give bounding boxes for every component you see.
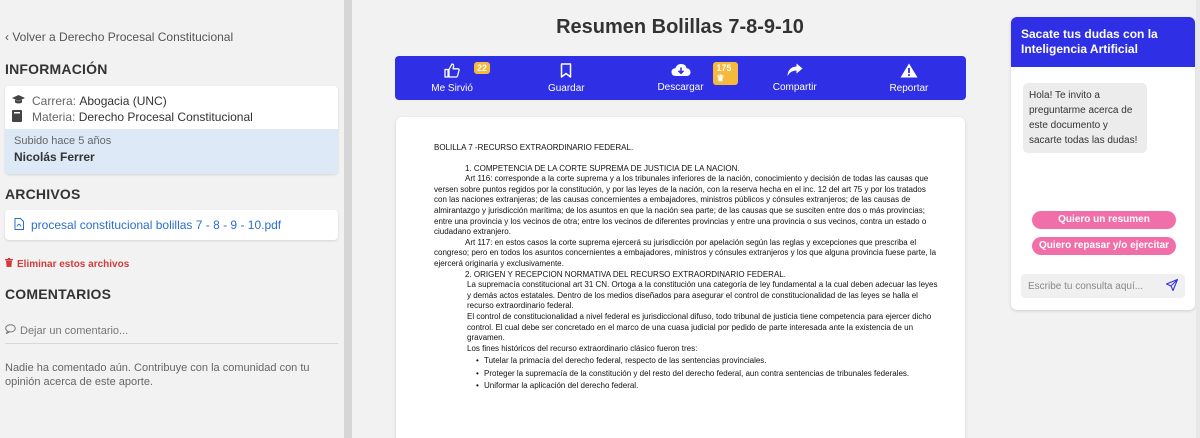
files-title: ARCHIVOS xyxy=(5,186,81,202)
report-label: Reportar xyxy=(889,82,929,94)
practice-button[interactable]: Quiero repasar y/o ejercitar xyxy=(1032,237,1176,255)
graduation-cap-icon xyxy=(12,94,26,108)
ai-panel-title: Sacate tus dudas con la Inteligencia Artificial xyxy=(1011,17,1195,67)
delete-files-button[interactable] xyxy=(5,258,129,270)
subject-value: Derecho Procesal Constitucional xyxy=(78,110,253,124)
leave-comment-label: Dejar un comentario... xyxy=(20,324,129,337)
sidebar xyxy=(0,0,344,438)
leave-comment-link[interactable] xyxy=(5,324,128,337)
no-comments-text: Nadie ha comentado aún. Contribuye con la comunidad con tu opinión acerca de este aporte. xyxy=(5,362,310,388)
share-label: Compartir xyxy=(772,82,817,93)
doc-paragraph-art117: Art 117: en estos casos la corte suprema ejercerá su jurisdicción por apelación según las reglas y excepciones que prescriba el congreso; pero en todos los asuntos concernientes a embajadores, ministros y cónsules extranjeros y los que alguna provincia fuese parte, la ejercerá originaria y exclusivamente. xyxy=(434,237,937,268)
summary-button[interactable]: Quiero un resumen xyxy=(1032,211,1176,229)
comments-title: COMENTARIOS xyxy=(5,286,112,302)
download-count: 175 xyxy=(716,63,732,73)
report-button[interactable] xyxy=(852,56,966,100)
back-link[interactable] xyxy=(5,30,233,44)
info-title: INFORMACIÓN xyxy=(5,61,108,77)
subject-row xyxy=(5,109,338,125)
comment-icon xyxy=(5,324,16,337)
crown-icon: ♛ xyxy=(716,73,725,83)
bookmark-icon xyxy=(560,63,572,81)
subject-label: Materia: xyxy=(32,110,76,124)
save-button[interactable] xyxy=(509,56,623,100)
warning-icon xyxy=(900,63,918,81)
send-icon[interactable] xyxy=(1166,279,1178,294)
page-title: Resumen Bolillas 7-8-9-10 xyxy=(556,16,804,38)
doc-bullet-1: • Tutelar la primacía del derecho federal, respecto de las sentencias provinciales. xyxy=(434,356,939,367)
delete-files-label: Eliminar estos archivos xyxy=(17,258,130,270)
share-arrow-icon xyxy=(787,63,803,80)
upload-time: Subido hace 5 años xyxy=(14,135,112,147)
ai-greeting-bubble: Hola! Te invito a preguntarme acerca de este documento y sacarte todas las dudas! xyxy=(1023,83,1147,153)
doc-heading: BOLILLA 7 -RECURSO EXTRAORDINARIO FEDERAL. xyxy=(434,143,634,152)
cloud-download-icon xyxy=(671,63,691,80)
career-row xyxy=(5,93,338,109)
download-count-badge xyxy=(713,62,737,85)
trash-icon xyxy=(5,258,13,270)
book-icon xyxy=(12,110,26,125)
like-label: Me Sirvió xyxy=(431,82,473,94)
pdf-file-icon xyxy=(14,218,24,233)
ai-chat-panel xyxy=(1011,17,1195,310)
sidebar-scrollbar[interactable] xyxy=(344,0,352,438)
ai-query-input[interactable] xyxy=(1021,274,1185,298)
doc-bullet-2: • Proteger la supremacía de la constitución y del resto del derecho federal, aun contra sentencias de tribunales federales. xyxy=(434,369,939,380)
author-name[interactable]: Nicolás Ferrer xyxy=(14,150,95,164)
divider xyxy=(5,343,338,344)
info-card xyxy=(5,86,338,174)
doc-section-1: 1. COMPETENCIA DE LA CORTE SUPREMA DE JUSTICIA DE LA NACION. xyxy=(465,163,740,173)
doc-paragraph-supremacy: La supremacía constitucional art 31 CN. Ortoga a la constitución una categoría de ley fundamental a la cual deben adecuar las leyes y demás actos estatales. Dentro de los medios diseñados para asegurar el control de constitucionalidad de las leyes se halla el recurso extraordinario federal. xyxy=(467,280,938,311)
file-name: procesal constitucional bolillas 7 - 8 - 9 - 10.pdf xyxy=(31,218,282,232)
download-label: Descargar xyxy=(657,82,704,93)
document-toolbar xyxy=(395,56,966,100)
doc-paragraph-art116: Art 116: corresponde a la corte suprema y a los tribunales inferiores de la nación, conocimiento y decisión de todas las causas que versen sobre puntos regidos por la constitución, y por las leyes de la nación, con la reserva hecha en el inc. 12 del art 75 y por los tratados con las naciones extranjeras; de las causas concernientes a embajadores, ministros públicos y cónsules extranjeros; de las causas de almirantazgo y jurisdicción marítima; de los asuntos en que la nación sea parte; de las causas que se susciten entre dos o más provincias; entre una provincia y los vecinos de otra; entre los vecinos de diferentes provincias y entre una provincia o sus vecinos, contra un estado o ciudadano extranjero. xyxy=(434,174,929,237)
thumbs-up-icon xyxy=(444,63,460,81)
page-scrollbar[interactable] xyxy=(1196,0,1200,438)
like-count-badge: 22 xyxy=(474,62,490,74)
document-viewer[interactable] xyxy=(396,117,965,438)
like-button[interactable] xyxy=(395,56,509,100)
doc-paragraph-control: El control de constitucionalidad a nivel federal es jurisdiccional difuso, todo tribunal de justicia tiene competencia para ejercer dicho control. El cual debe ser concretado en el marco de una cuasa judicial por pedido de parte interesada ante la existencia de un gravamen. xyxy=(467,311,932,343)
uploader-box xyxy=(5,129,338,174)
back-link-label: Volver a Derecho Procesal Constitucional xyxy=(12,30,234,44)
career-value: Abogacia (UNC) xyxy=(79,94,167,108)
share-button[interactable] xyxy=(738,56,852,100)
doc-paragraph-fines: Los fines históricos del recurso extraordinario clásico fueron tres: xyxy=(467,343,698,353)
chevron-left-icon: ‹ xyxy=(5,30,9,44)
doc-section-2: 2. ORIGEN Y RECEPCION NORMATIVA DEL RECURSO EXTRAORDINARIO FEDERAL. xyxy=(465,269,786,279)
document-content xyxy=(434,143,939,392)
file-link[interactable] xyxy=(5,210,338,240)
file-card xyxy=(5,210,338,240)
download-button[interactable] xyxy=(623,56,737,100)
save-label: Guardar xyxy=(547,82,585,94)
doc-bullet-3: • Uniformar la aplicación del derecho federal. xyxy=(434,381,939,392)
career-label: Carrera: xyxy=(32,94,77,108)
ai-query-placeholder: Escribe tu consulta aquí... xyxy=(1028,280,1144,292)
